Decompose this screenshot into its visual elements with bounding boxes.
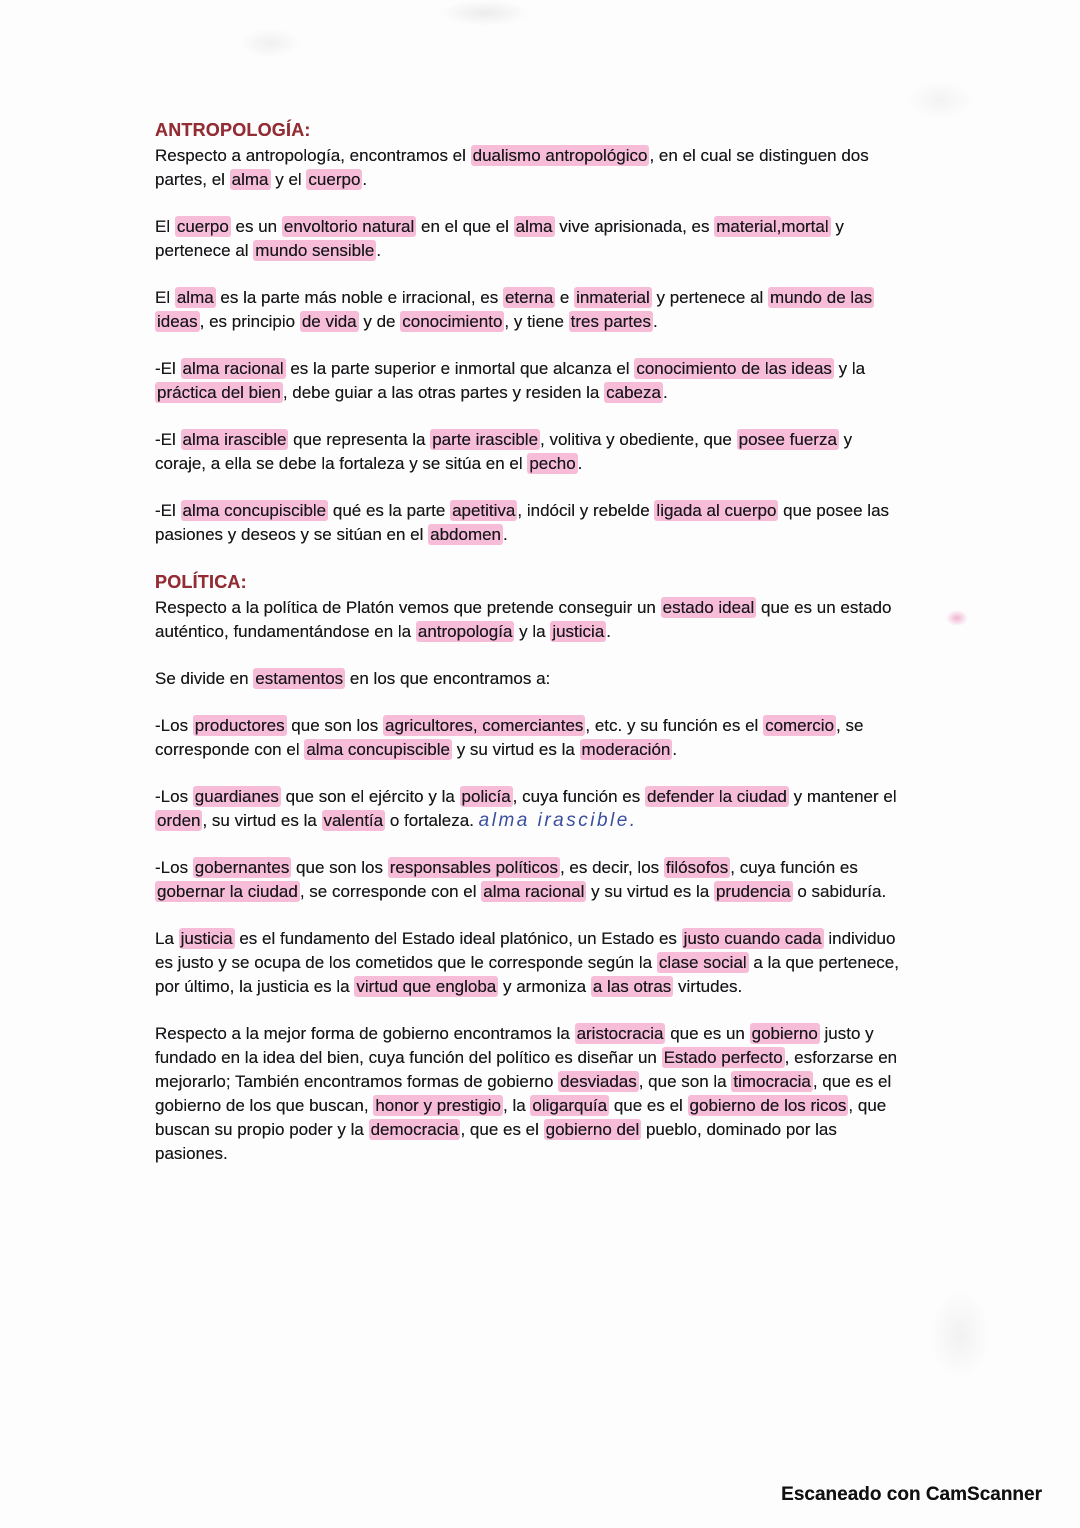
highlighted-text: clase social bbox=[658, 953, 747, 972]
section-heading: POLÍTICA: bbox=[155, 572, 247, 592]
body-text: y la bbox=[833, 359, 866, 378]
body-text: El bbox=[155, 217, 175, 236]
body-text: es la parte superior e inmortal que alcanza el bbox=[285, 359, 635, 378]
body-text: , que buscan su propio poder y la bbox=[155, 1096, 887, 1139]
highlighted-text: estado ideal bbox=[662, 598, 755, 617]
body-text: , cuya función es bbox=[730, 858, 858, 877]
highlighted-text: parte irascible bbox=[432, 430, 539, 449]
highlighted-text: desviadas bbox=[560, 1072, 637, 1091]
highlighted-text: tres partes bbox=[570, 312, 651, 331]
highlighted-text: policía bbox=[461, 787, 511, 806]
handwritten-note: alma irascible. bbox=[478, 810, 638, 831]
highlighted-text: eterna bbox=[504, 288, 554, 307]
highlighted-text: pecho bbox=[529, 454, 576, 473]
body-text: , cuya función es bbox=[512, 787, 645, 806]
highlighted-text: cabeza bbox=[606, 383, 661, 402]
highlighted-text: justo cuando cada bbox=[683, 929, 822, 948]
highlighted-text: gobierno bbox=[751, 1024, 818, 1043]
body-text: -Los bbox=[155, 716, 193, 735]
highlighted-text: conocimiento de las ideas bbox=[636, 359, 832, 378]
highlighted-text: gobierno del bbox=[545, 1120, 640, 1139]
body-text: , esforzarse en mejorarlo; También encontramos formas de gobierno bbox=[155, 1048, 898, 1091]
highlighted-text: prudencia bbox=[715, 882, 791, 901]
highlighted-text: envoltorio natural bbox=[283, 217, 415, 236]
highlighted-text: alma concupiscible bbox=[182, 501, 327, 520]
body-text: -Los bbox=[155, 858, 193, 877]
body-text: justo y fundado en la idea del bien, cuya función del político es diseñar un bbox=[155, 1024, 874, 1067]
document-body bbox=[155, 118, 907, 1189]
paragraph bbox=[155, 714, 907, 762]
paragraph bbox=[155, 785, 907, 833]
paragraph bbox=[155, 286, 907, 334]
body-text: y pertenece al bbox=[155, 217, 844, 260]
paragraph bbox=[155, 428, 907, 476]
highlighted-text: práctica del bien bbox=[157, 383, 281, 402]
body-text: , que es el bbox=[460, 1120, 544, 1139]
highlighted-text: agricultores, comerciantes bbox=[384, 716, 584, 735]
highlighted-text: inmaterial bbox=[576, 288, 650, 307]
body-text: El bbox=[155, 288, 175, 307]
body-text: en el que el bbox=[416, 217, 514, 236]
camscanner-footer: Escaneado con CamScanner bbox=[781, 1484, 1042, 1505]
body-text: Respecto a la política de Platón vemos que pretende conseguir un bbox=[155, 598, 661, 617]
body-text: qué es la parte bbox=[328, 501, 451, 520]
highlighted-text: ligada al cuerpo bbox=[656, 501, 777, 520]
body-text: que son los bbox=[286, 716, 383, 735]
highlighted-text: mundo sensible bbox=[255, 241, 375, 260]
highlighted-text: Estado perfecto bbox=[663, 1048, 783, 1067]
body-text: a la que pertenece, por último, la justicia es la bbox=[155, 953, 899, 996]
highlighted-text: de vida bbox=[301, 312, 357, 331]
paragraph bbox=[155, 856, 907, 904]
body-text: , se corresponde con el bbox=[299, 882, 482, 901]
body-text: o fortaleza. bbox=[385, 811, 479, 830]
body-text: , que son la bbox=[638, 1072, 732, 1091]
body-text: y de bbox=[358, 312, 401, 331]
body-text: , y tiene bbox=[504, 312, 569, 331]
highlighted-text: dualismo antropológico bbox=[472, 146, 648, 165]
highlighted-text: virtud que engloba bbox=[356, 977, 497, 996]
body-text: que es el bbox=[609, 1096, 688, 1115]
scan-artifact bbox=[240, 28, 300, 58]
highlighted-text: orden bbox=[157, 811, 201, 830]
body-text: Respecto a la mejor forma de gobierno encontramos la bbox=[155, 1024, 575, 1043]
body-text: vive aprisionada, es bbox=[554, 217, 715, 236]
highlighted-text: apetitiva bbox=[452, 501, 516, 520]
body-text: -El bbox=[155, 430, 181, 449]
body-text: -El bbox=[155, 359, 181, 378]
highlighted-text: comercio bbox=[765, 716, 835, 735]
paragraph bbox=[155, 927, 907, 999]
body-text: , en el cual se distinguen dos partes, el bbox=[155, 146, 869, 189]
body-text: que es un estado auténtico, fundamentándose en la bbox=[155, 598, 892, 641]
body-text: y pertenece al bbox=[651, 288, 769, 307]
scan-artifact bbox=[440, 0, 530, 26]
body-text: individuo es justo y se ocupa de los cometidos que le corresponde según la bbox=[155, 929, 896, 972]
highlighted-text: abdomen bbox=[430, 525, 502, 544]
highlighted-text: democracia bbox=[370, 1120, 459, 1139]
body-text: , es decir, los bbox=[559, 858, 664, 877]
body-text: y su virtud es la bbox=[586, 882, 714, 901]
body-text: que son el ejército y la bbox=[280, 787, 460, 806]
body-text: . bbox=[672, 740, 678, 759]
scan-artifact bbox=[905, 80, 975, 120]
paragraph bbox=[155, 357, 907, 405]
highlighted-text: alma bbox=[231, 170, 269, 189]
body-text: . bbox=[662, 383, 668, 402]
highlighted-text: cuerpo bbox=[176, 217, 229, 236]
body-text: y mantener el bbox=[788, 787, 897, 806]
paragraph bbox=[155, 1022, 907, 1166]
highlighted-text: cuerpo bbox=[308, 170, 361, 189]
body-text: , volitiva y obediente, que bbox=[540, 430, 737, 449]
body-text: que posee las pasiones y deseos y se sitúan en el bbox=[155, 501, 890, 544]
highlighted-text: alma racional bbox=[182, 359, 284, 378]
highlighted-text: oligarquía bbox=[532, 1096, 608, 1115]
section-heading: ANTROPOLOGÍA: bbox=[155, 120, 311, 140]
highlighted-text: justicia bbox=[552, 622, 605, 641]
highlighted-text: filósofos bbox=[665, 858, 729, 877]
body-text: Respecto a antropología, encontramos el bbox=[155, 146, 471, 165]
highlighted-text: timocracia bbox=[733, 1072, 811, 1091]
body-text: es un bbox=[230, 217, 282, 236]
body-text: . bbox=[652, 312, 658, 331]
highlighted-text: responsables políticos bbox=[389, 858, 558, 877]
body-text: es la parte más noble e irracional, es bbox=[215, 288, 503, 307]
highlighted-text: gobierno de los ricos bbox=[689, 1096, 847, 1115]
highlighted-text: antropología bbox=[417, 622, 513, 641]
scan-artifact bbox=[930, 1290, 990, 1380]
highlighted-text: conocimiento bbox=[402, 312, 503, 331]
body-text: virtudes. bbox=[673, 977, 743, 996]
paragraph bbox=[155, 667, 907, 691]
body-text: , su virtud es la bbox=[202, 811, 322, 830]
body-text: , indócil y rebelde bbox=[517, 501, 655, 520]
body-text: pueblo, dominado por las pasiones. bbox=[155, 1120, 837, 1163]
highlighted-text: alma concupiscible bbox=[306, 740, 450, 759]
highlighted-text: posee fuerza bbox=[738, 430, 837, 449]
body-text: y su virtud es la bbox=[451, 740, 580, 759]
highlighted-text: aristocracia bbox=[576, 1024, 664, 1043]
highlighted-text: honor y prestigio bbox=[375, 1096, 502, 1115]
highlighted-text: guardianes bbox=[194, 787, 279, 806]
body-text: y armoniza bbox=[498, 977, 591, 996]
body-text: y el bbox=[270, 170, 307, 189]
paragraph bbox=[155, 596, 907, 644]
body-text: , debe guiar a las otras partes y residen la bbox=[282, 383, 605, 402]
body-text: , es principio bbox=[199, 312, 300, 331]
body-text: -El bbox=[155, 501, 181, 520]
highlighted-text: estamentos bbox=[255, 669, 344, 688]
body-text: en los que encontramos a: bbox=[345, 669, 551, 688]
body-text: , la bbox=[503, 1096, 531, 1115]
highlighted-text: gobernar la ciudad bbox=[157, 882, 298, 901]
highlighted-text: productores bbox=[194, 716, 285, 735]
paragraph bbox=[155, 144, 907, 192]
body-text: que representa la bbox=[288, 430, 431, 449]
highlighted-text: mundo de las ideas bbox=[157, 288, 873, 331]
body-text: que es un bbox=[665, 1024, 750, 1043]
body-text: y coraje, a ella se debe la fortaleza y se sitúa en el bbox=[155, 430, 853, 473]
body-text: . bbox=[606, 622, 612, 641]
scan-artifact bbox=[946, 610, 968, 626]
highlighted-text: a las otras bbox=[592, 977, 672, 996]
body-text: . bbox=[503, 525, 508, 544]
body-text: e bbox=[555, 288, 575, 307]
body-text: La bbox=[155, 929, 179, 948]
highlighted-text: defender la ciudad bbox=[646, 787, 787, 806]
body-text: . bbox=[376, 241, 382, 260]
highlighted-text: alma racional bbox=[483, 882, 585, 901]
highlighted-text: justicia bbox=[180, 929, 233, 948]
body-text: -Los bbox=[155, 787, 193, 806]
paragraph bbox=[155, 215, 907, 263]
highlighted-text: alma irascible bbox=[182, 430, 287, 449]
body-text: Se divide en bbox=[155, 669, 254, 688]
body-text: que son los bbox=[291, 858, 388, 877]
body-text: , etc. y su función es el bbox=[585, 716, 764, 735]
body-text: y la bbox=[514, 622, 551, 641]
body-text: es el fundamento del Estado ideal platónico, un Estado es bbox=[234, 929, 682, 948]
body-text: o sabiduría. bbox=[792, 882, 887, 901]
body-text: , que es el gobierno de los que buscan, bbox=[155, 1072, 892, 1115]
highlighted-text: moderación bbox=[581, 740, 671, 759]
body-text: . bbox=[362, 170, 368, 189]
highlighted-text: material,mortal bbox=[716, 217, 829, 236]
body-text: , se corresponde con el bbox=[155, 716, 864, 759]
paragraph bbox=[155, 499, 907, 547]
highlighted-text: alma bbox=[515, 217, 553, 236]
body-text: . bbox=[577, 454, 583, 473]
highlighted-text: alma bbox=[176, 288, 214, 307]
highlighted-text: valentía bbox=[323, 811, 384, 830]
highlighted-text: gobernantes bbox=[194, 858, 290, 877]
